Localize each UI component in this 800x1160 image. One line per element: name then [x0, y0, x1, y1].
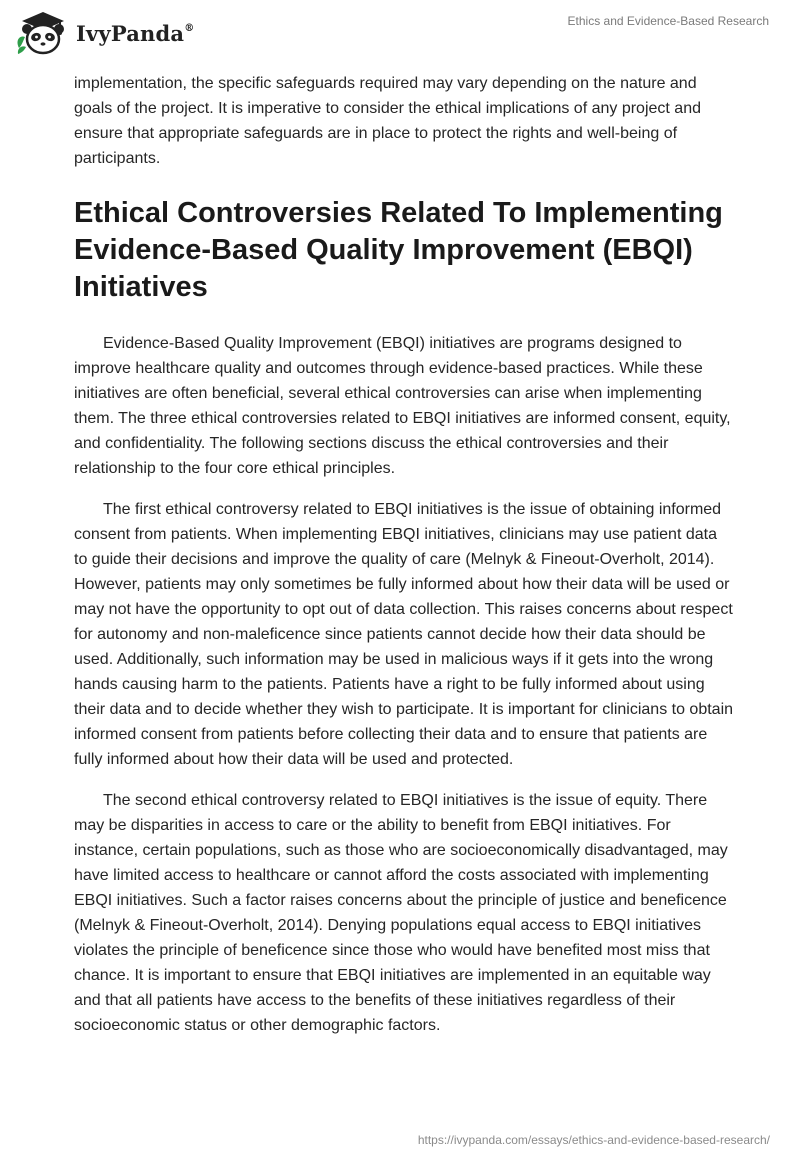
section-heading: Ethical Controversies Related To Implementing Evidence-Based Quality Improvement (EBQI) Initiatives — [74, 197, 723, 303]
brand-logo[interactable] — [14, 10, 194, 56]
page-header — [0, 0, 800, 70]
registered-mark: ® — [184, 22, 195, 34]
source-url[interactable]: https://ivypanda.com/essays/ethics-and-evidence-based-research/ — [417, 1133, 770, 1147]
panda-graduate-logo-icon — [14, 10, 72, 56]
body-paragraph-equity: The second ethical controversy related to EBQI initiatives is the issue of equity. There may be disparities in access to care or the ability to benefit from EBQI initiatives. For instance, certain populations, such as those who are socioeconomically disadvantaged, may have limited access to healthcare or cannot afford the costs associated with implementing EBQI initiatives. Such a factor raises concerns about the principle of justice and beneficence (Melnyk & Fineout-Overholt, 2014). Denying populations equal access to EBQI initiatives violates the principle of beneficence since those who would have benefited most miss that chance. It is important to ensure that EBQI initiatives are implemented in an equitable way and that all patients have access to the benefits of these initiatives regardless of their socioeconomic status or other demographic factors. — [74, 792, 728, 1034]
document-title: Ethics and Evidence-Based Research — [567, 14, 769, 28]
essay-content — [74, 71, 734, 1038]
brand-name: IvyPanda® — [76, 20, 195, 46]
body-paragraph-ebqi-overview: Evidence-Based Quality Improvement (EBQI) initiatives are programs designed to improve healthcare quality and outcomes through evidence-based practices. While these initiatives are often beneficial, several ethical controversies can arise when implementing them. The three ethical controversies related to EBQI initiatives are informed consent, equity, and confidentiality. The following sections discuss the ethical controversies and their relationship to the four core ethical principles. — [74, 335, 731, 477]
body-paragraph-informed-consent: The first ethical controversy related to EBQI initiatives is the issue of obtaining informed consent from patients. When implementing EBQI initiatives, clinicians may use patient data to guide their decisions and improve the quality of care (Melnyk & Fineout-Overholt, 2014). However, patients may only sometimes be fully informed about how their data will be used or may not have the opportunity to opt out of data collection. This raises concerns about respect for autonomy and non-maleficence since patients cannot decide how their data should be used. Additionally, such information may be used in malicious ways if it gets into the wrong hands causing harm to the patients. Patients have a right to be fully informed about using their data and to decide whether they wish to participate. It is important for clinicians to obtain informed consent from patients before collecting their data and to ensure that patients are fully informed about how their data will be used and protected. — [74, 501, 734, 768]
intro-paragraph: implementation, the specific safeguards required may vary depending on the nature and goals of the project. It is imperative to consider the ethical implications of any project and ensure that appropriate safeguards are in place to protect the rights and well-being of participants. — [74, 75, 701, 167]
